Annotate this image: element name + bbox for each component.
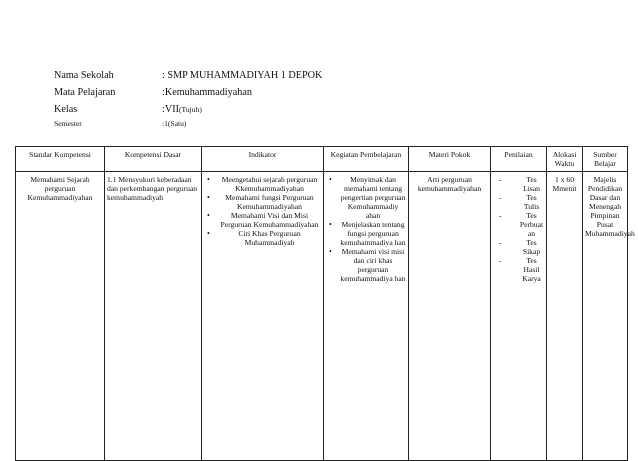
- list-item: - Tes Tulis: [493, 193, 544, 211]
- school-value: : SMP MUHAMMADIYAH 1 DEPOK: [162, 70, 323, 81]
- col-kegiatan-pembelajaran: Kegiatan Pembelajaran: [324, 147, 409, 172]
- semester-label: Semester: [54, 119, 82, 128]
- header-row-school: [54, 70, 322, 87]
- table-header-row: [16, 147, 628, 172]
- list-item: • Ciri Khas Perguruan Muhammadiyah: [204, 229, 321, 247]
- penilaian-list: [493, 175, 544, 283]
- indikator-list: [204, 175, 321, 247]
- header-row-subject: [54, 87, 322, 104]
- col-standar-kompetensi: Standar Kompetensi: [16, 147, 105, 172]
- document-header: [54, 70, 322, 133]
- list-item: • Memahami visi misi dan ciri khas perguruan kemuhammadiya han: [326, 247, 406, 283]
- header-row-semester: [54, 119, 322, 133]
- cell-kompetensi: 1.1 Mensyukuri keberadaan dan perkembangan perguruan kemuhammadiyah: [105, 172, 202, 461]
- cell-materi: Arti perguruan kemuhammadiyahan: [409, 172, 491, 461]
- col-sumber-belajar: Sumber Belajar: [583, 147, 628, 172]
- subject-label: Mata Pelajaran: [54, 87, 116, 98]
- header-row-class: [54, 104, 322, 119]
- list-item: • Meengetahui sejarah perguruan Kkemuhammadiyahan: [204, 175, 321, 193]
- col-indikator: Indikator: [202, 147, 324, 172]
- col-penilaian: Penilaian: [491, 147, 547, 172]
- class-value-note: (Tujuh): [178, 105, 202, 114]
- class-value: [162, 104, 202, 115]
- list-item: • Memahami fungsi Perguruan Kemuhammadiyahan: [204, 193, 321, 211]
- syllabus-table: [15, 146, 635, 461]
- list-item: - Tes Hasil Karya: [493, 256, 544, 283]
- list-item: - Tes Lisan: [493, 175, 544, 193]
- cell-alokasi: 1 x 60 Mmenit: [547, 172, 583, 461]
- list-item: • Menyimak dan memahami tentang pengertian perguruan Kemuhammadiy ahan: [326, 175, 406, 220]
- kegiatan-list: [326, 175, 406, 283]
- list-item: • Menjelaskan tentang fungsi perguruan kemuhammadiya han: [326, 220, 406, 247]
- col-materi-pokok: Materi Pokok: [409, 147, 491, 172]
- list-item: • Memahami Visi dan Misi Perguruan Kemuhammadiyahan: [204, 211, 321, 229]
- cell-standar: Memahami Sejarah perguruan Kemuhammadiyahan: [16, 172, 105, 461]
- semester-value: :1(Satu): [162, 119, 187, 128]
- school-label: Nama Sekolah: [54, 70, 114, 81]
- class-label: Kelas: [54, 104, 78, 115]
- cell-penilaian: [491, 172, 547, 461]
- subject-value: :Kemuhammadiyahan: [162, 87, 252, 98]
- class-value-main: :VII: [162, 104, 179, 115]
- col-kompetensi-dasar: Kompetensi Dasar: [105, 147, 202, 172]
- list-item: - Tes Perbuat an: [493, 211, 544, 238]
- cell-kegiatan: [324, 172, 409, 461]
- table-row: [16, 172, 628, 461]
- list-item: - Tes Sikap: [493, 238, 544, 256]
- col-alokasi-waktu: Alokasi Waktu: [547, 147, 583, 172]
- cell-sumber: Majelis Pendidikan Dasar dan Menengah Pimpinan Pusat Muhammadiyah: [583, 172, 628, 461]
- cell-indikator: [202, 172, 324, 461]
